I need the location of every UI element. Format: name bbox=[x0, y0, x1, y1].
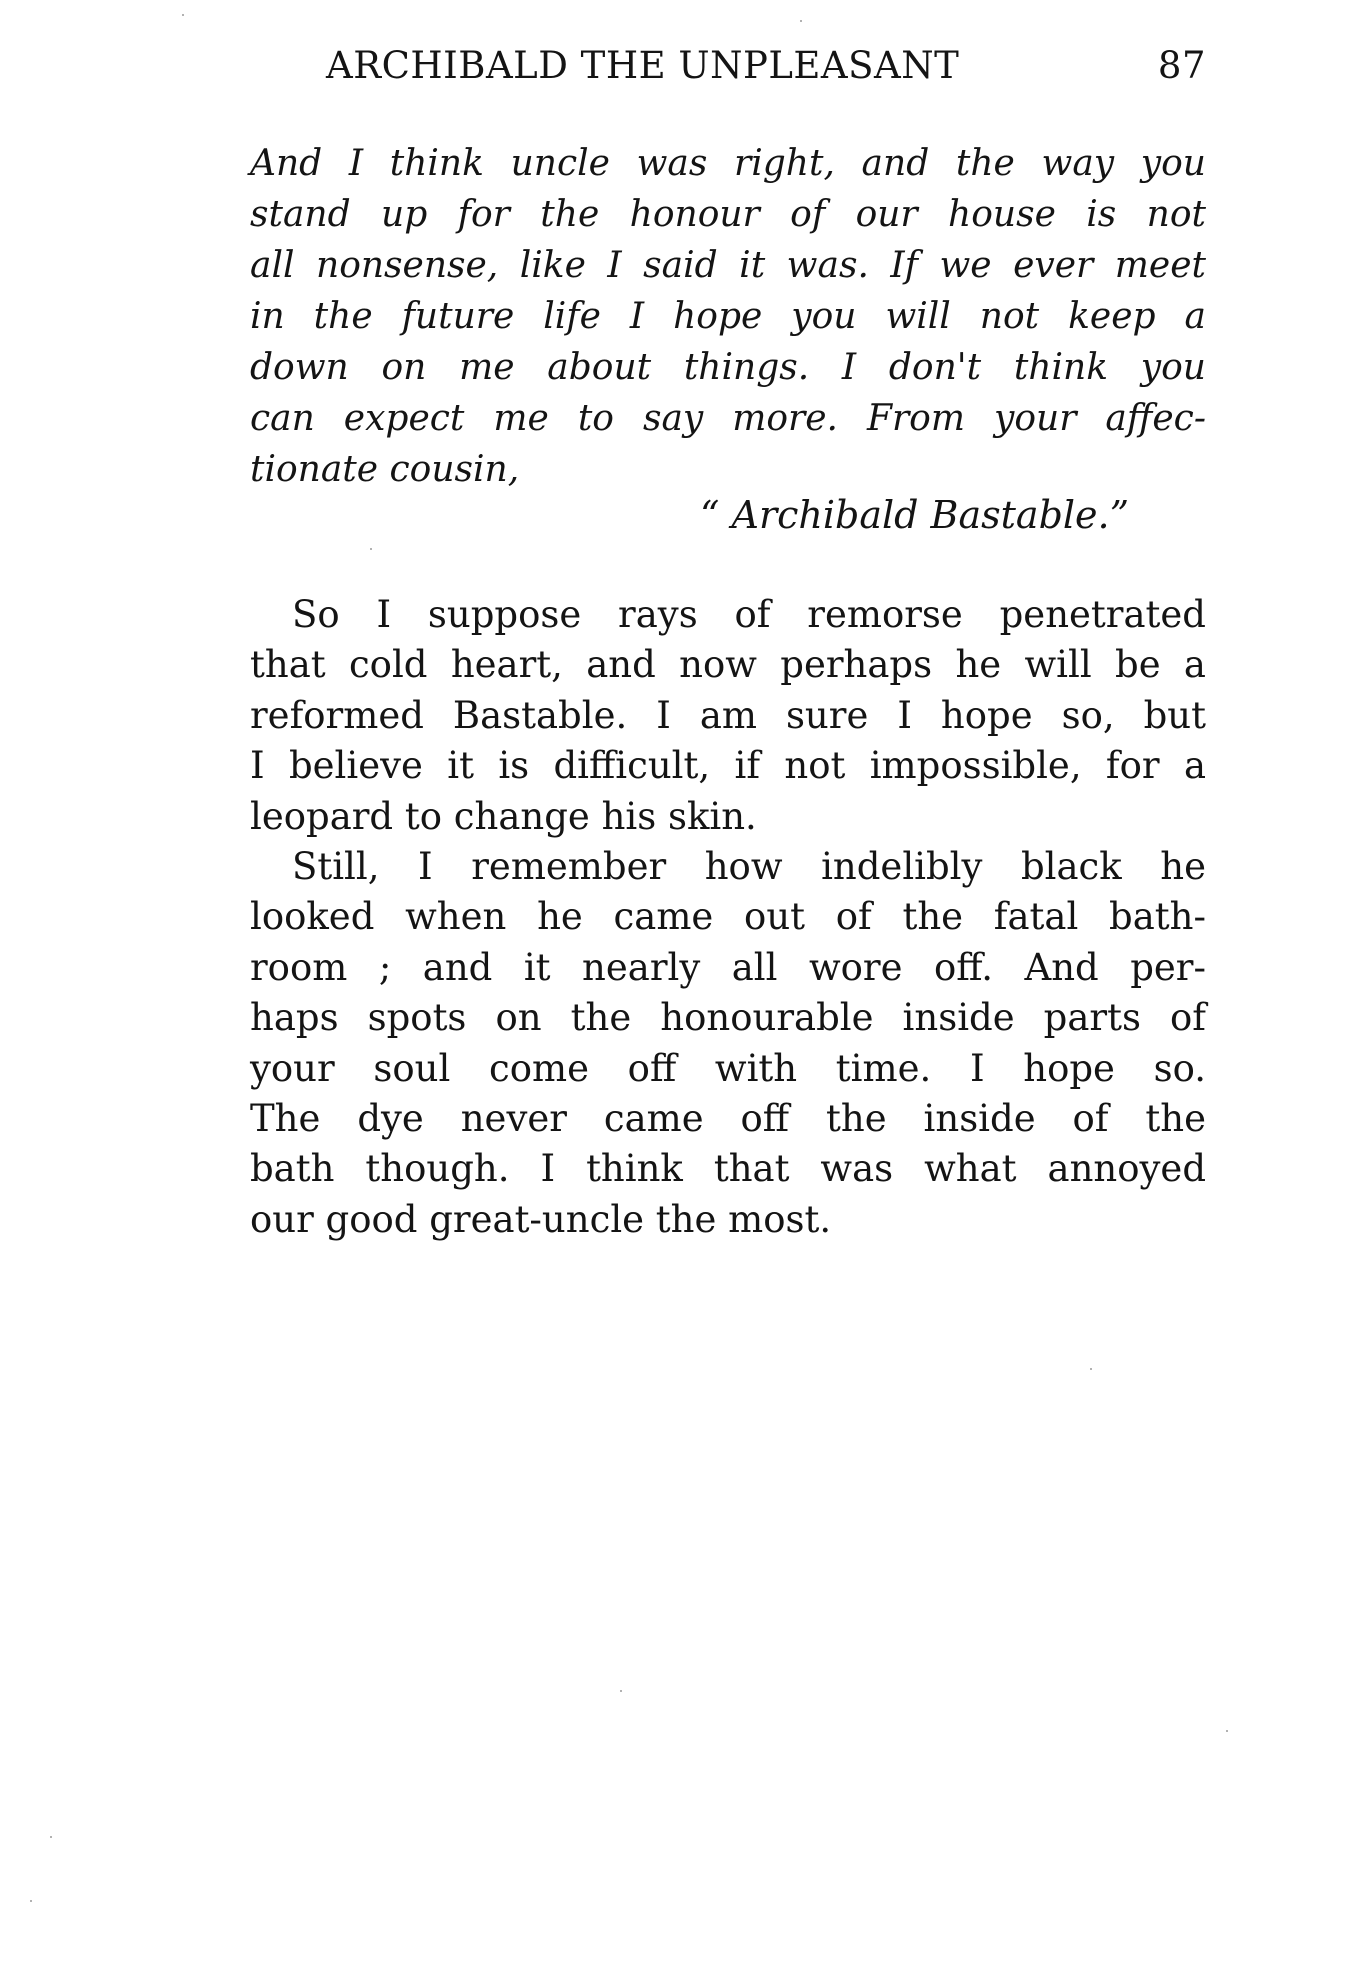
letter-line: tionate cousin, bbox=[250, 449, 520, 490]
body-text bbox=[250, 590, 1206, 1245]
letter-line: stand up for the honour of our house is not bbox=[250, 194, 1206, 235]
letter-line: And I think uncle was right, and the way you bbox=[250, 143, 1206, 184]
letter-line: all nonsense, like I said it was. If we ever meet bbox=[250, 245, 1206, 286]
paragraph-line: bath though. I think that was what annoyed bbox=[250, 1147, 1206, 1191]
speck bbox=[1226, 1730, 1228, 1732]
letter-signature: “ Archibald Bastable.” bbox=[700, 493, 1130, 537]
paragraph-line: our good great-uncle the most. bbox=[250, 1197, 832, 1241]
speck bbox=[30, 1900, 32, 1902]
paragraph-line: The dye never came off the inside of the bbox=[250, 1096, 1206, 1140]
letter-line: down on me about things. I don't think you bbox=[250, 347, 1206, 388]
paragraph-line: your soul come off with time. I hope so. bbox=[250, 1046, 1206, 1090]
speck bbox=[182, 14, 184, 16]
speck bbox=[620, 1690, 622, 1692]
page-number: 87 bbox=[1157, 44, 1206, 87]
paragraph-line: haps spots on the honourable inside parts of bbox=[250, 996, 1206, 1040]
letter-line: can expect me to say more. From your affec- bbox=[250, 398, 1206, 439]
paragraph-line: looked when he came out of the fatal bath- bbox=[250, 895, 1206, 939]
speck bbox=[800, 20, 802, 22]
paragraph-line: So I suppose rays of remorse penetrated bbox=[292, 593, 1206, 636]
letter-line: in the future life I hope you will not keep a bbox=[250, 296, 1206, 337]
paragraph-line: room ; and it nearly all wore off. And per- bbox=[250, 945, 1206, 989]
paragraph-line: Still, I remember how indelibly black he bbox=[292, 844, 1206, 888]
running-head bbox=[326, 44, 1206, 94]
paragraph-line: reformed Bastable. I am sure I hope so, but bbox=[250, 693, 1206, 737]
paragraph-line: I believe it is difficult, if not impossible, for a bbox=[250, 744, 1206, 788]
running-head-title: ARCHIBALD THE UNPLEASANT bbox=[326, 44, 960, 87]
speck bbox=[1090, 1368, 1092, 1370]
speck bbox=[50, 1836, 52, 1838]
letter-text bbox=[250, 138, 1206, 495]
speck bbox=[370, 548, 372, 550]
paragraph-line: leopard to change his skin. bbox=[250, 794, 757, 838]
paragraph-line: that cold heart, and now perhaps he will be a bbox=[250, 643, 1206, 687]
